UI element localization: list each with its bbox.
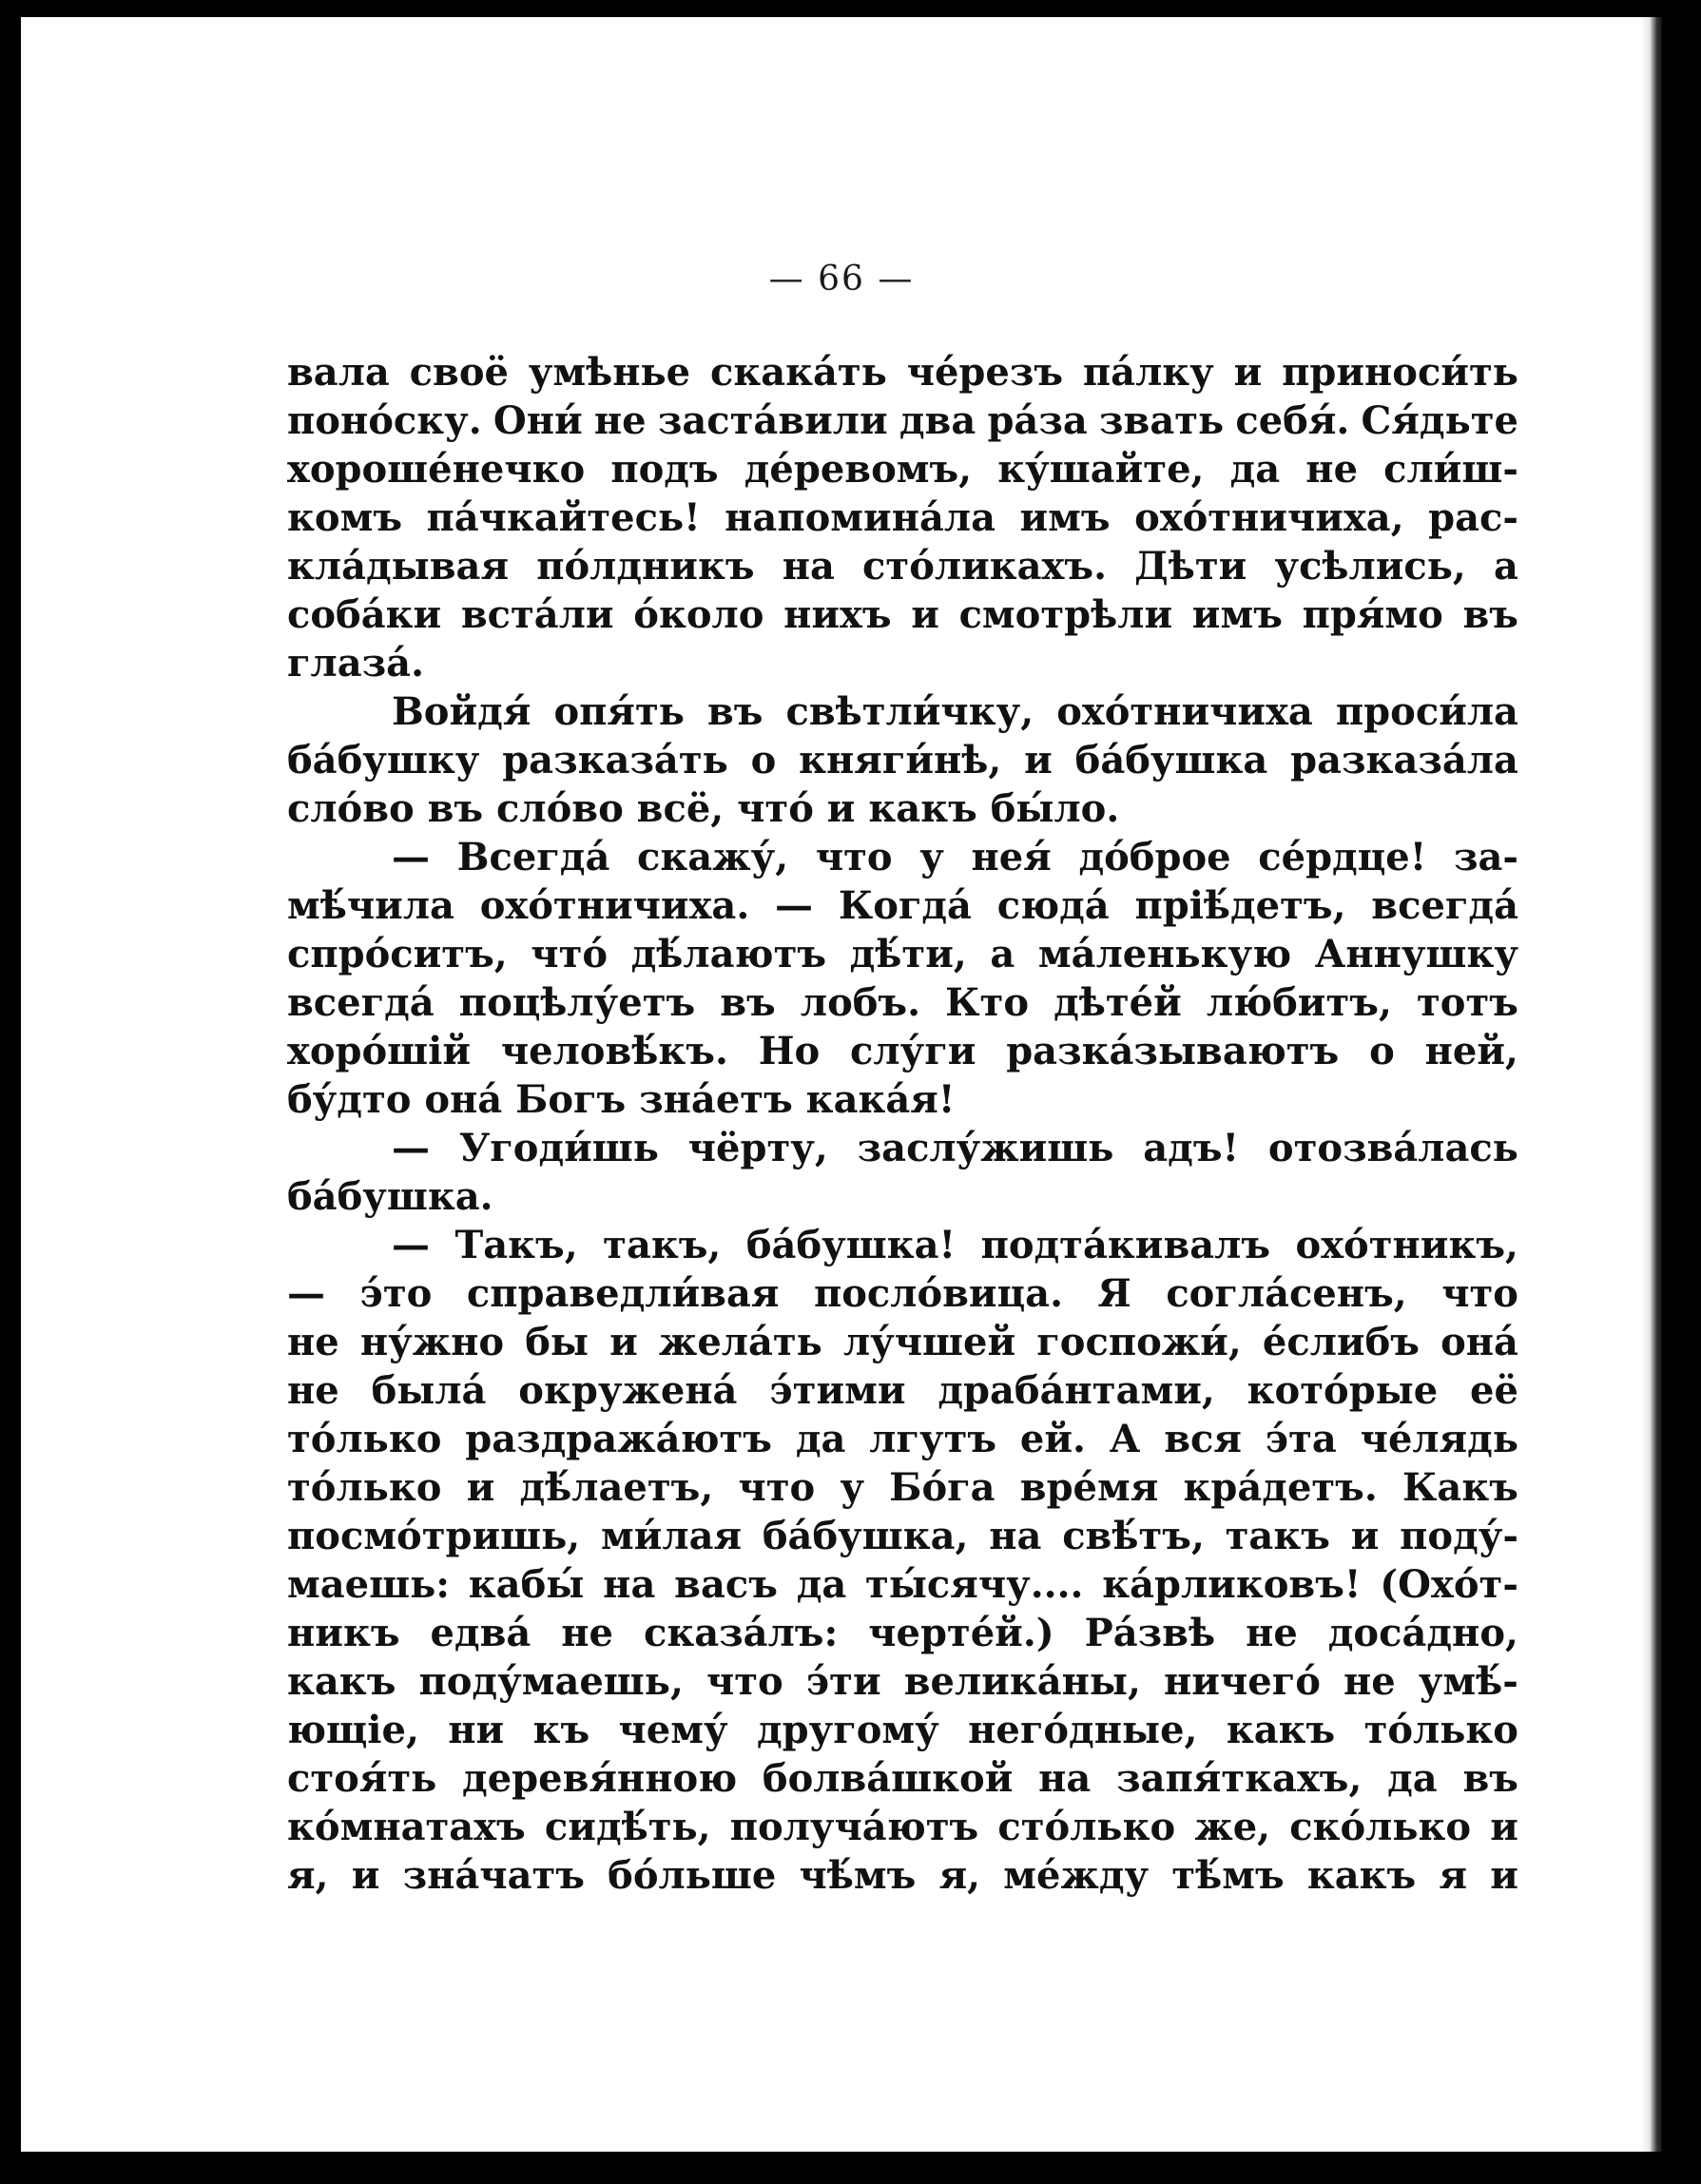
word: де́ревомъ,: [744, 447, 973, 492]
text-line: [287, 1657, 1518, 1706]
word: лгутъ: [869, 1417, 997, 1461]
word: чему́: [618, 1708, 728, 1752]
word: Я: [1097, 1271, 1131, 1316]
word: княги́нѣ,: [799, 738, 1002, 783]
word: ну́жно: [359, 1320, 505, 1364]
word: слу́ги: [850, 1029, 976, 1073]
word: разка́зываютъ: [1006, 1029, 1340, 1073]
word: на: [603, 1562, 656, 1607]
word: посло́вица.: [813, 1271, 1063, 1316]
text-line: сло́во въ сло́во всё, что́ и какъ бы́ло.: [287, 786, 1120, 831]
word: (Охо́т-: [1380, 1562, 1518, 1607]
word: сказа́лъ:: [643, 1611, 839, 1655]
word: разказа́ла: [1290, 738, 1518, 783]
word: такъ,: [603, 1223, 722, 1267]
word: какъ: [287, 1659, 396, 1704]
word: черте́й.): [868, 1611, 1054, 1655]
word: поно́ску.: [287, 398, 482, 443]
word: сидѣ́ть,: [544, 1805, 711, 1849]
word: и: [1350, 1514, 1380, 1558]
word: Кто: [945, 980, 1029, 1025]
word: посмо́тришь,: [287, 1514, 581, 1558]
word: имъ: [1019, 495, 1111, 540]
word: —: [775, 883, 814, 928]
word: какъ: [1306, 1853, 1417, 1898]
word: маешь:: [287, 1562, 451, 1607]
word: поду́маешь,: [418, 1659, 684, 1704]
word: ничего́: [1164, 1659, 1321, 1704]
word: я,: [938, 1853, 981, 1898]
word: и: [1233, 350, 1263, 395]
text-line: [287, 1463, 1518, 1512]
word: спро́ситъ,: [287, 932, 508, 976]
word: ра́за: [987, 398, 1088, 443]
word: отозва́лась: [1267, 1126, 1518, 1170]
text-line: [287, 736, 1518, 784]
word: лобъ.: [800, 980, 921, 1025]
text-line: [287, 1269, 1518, 1318]
text-line: [287, 396, 1518, 445]
text-line: [287, 687, 1518, 736]
word: нихъ: [783, 592, 892, 637]
word: Такъ,: [454, 1223, 578, 1267]
word: всегда́: [287, 980, 435, 1025]
word: деревя́нною: [462, 1756, 738, 1801]
word: и: [351, 1853, 380, 1898]
word: вала: [287, 350, 390, 395]
word: госпожи́,: [1036, 1320, 1242, 1364]
word: по́лдникъ: [536, 544, 755, 589]
word: скака́ть: [709, 350, 887, 395]
word: тѣ́мъ: [1171, 1853, 1285, 1898]
word: кабы́: [468, 1562, 585, 1607]
text-line: [287, 493, 1518, 542]
word: была́: [371, 1368, 487, 1413]
word: дѣте́й: [1053, 980, 1182, 1025]
word: въ: [1462, 1756, 1518, 1801]
word: —: [392, 1126, 430, 1170]
word: Дѣти: [1134, 544, 1247, 589]
word: заста́вили: [657, 398, 888, 443]
text-line: [287, 978, 1518, 1027]
word: къ: [532, 1708, 590, 1752]
word: получа́ютъ: [729, 1805, 979, 1849]
word: мѣ́чила: [287, 883, 454, 928]
word: э́тими: [769, 1368, 906, 1413]
word: не: [287, 1320, 339, 1364]
word: запя́ткахъ,: [1116, 1756, 1363, 1801]
word: всегда́: [1371, 883, 1518, 928]
word: жела́ть: [658, 1320, 822, 1364]
word: человѣ́къ.: [500, 1029, 728, 1073]
text-line: [287, 1512, 1518, 1560]
page-number: — 66 —: [768, 260, 915, 299]
word: Аннушку: [1314, 932, 1518, 976]
word: А: [1109, 1417, 1141, 1461]
text-line: глаза́.: [287, 641, 425, 686]
word: не: [593, 398, 647, 443]
body-text: [287, 348, 1518, 1900]
word: въ: [1462, 592, 1518, 637]
word: стоя́ть: [287, 1756, 437, 1801]
word: болва́шкой: [762, 1756, 1014, 1801]
word: да: [795, 1417, 846, 1461]
word: что: [815, 835, 893, 879]
text-line: [287, 1706, 1518, 1754]
word: ко́мнатахъ: [287, 1805, 526, 1849]
word: нея́: [971, 835, 1052, 879]
word: охо́тникъ,: [1295, 1223, 1518, 1267]
word: че́лядь: [1360, 1417, 1518, 1461]
word: зна́чатъ: [402, 1853, 585, 1898]
word: едва́: [430, 1611, 532, 1655]
word: драба́нтами,: [937, 1368, 1215, 1413]
text-line: ба́бушка.: [287, 1174, 493, 1219]
word: умѣнье: [528, 350, 691, 395]
word: другому́: [756, 1708, 939, 1752]
word: Войдя́: [392, 689, 532, 734]
word: же,: [1194, 1805, 1271, 1849]
word: ка́рликовъ!: [1102, 1562, 1362, 1607]
word: за-: [1453, 835, 1518, 879]
word: опя́ть: [553, 689, 685, 734]
word: она́: [1440, 1320, 1518, 1364]
word: ско́лько: [1289, 1805, 1472, 1849]
word: проси́ла: [1335, 689, 1518, 734]
text-line: [287, 445, 1518, 493]
word: дѣ́лаетъ,: [519, 1465, 714, 1510]
word: и: [1490, 1853, 1518, 1898]
word: охо́тничиха,: [1134, 495, 1404, 540]
word: такъ: [1225, 1514, 1330, 1558]
word: смотрѣли: [958, 592, 1173, 637]
word: васъ: [674, 1562, 778, 1607]
word: сто́лько: [997, 1805, 1176, 1849]
word: пря́мо: [1302, 592, 1443, 637]
word: никъ: [287, 1611, 400, 1655]
word: и: [911, 592, 939, 637]
word: ба́бушка!: [745, 1223, 957, 1267]
word: звать: [1099, 398, 1225, 443]
word: э́та: [1265, 1417, 1337, 1461]
word: па́лку: [1082, 350, 1214, 395]
word: сли́ш-: [1383, 447, 1518, 492]
word: не: [1305, 447, 1359, 492]
word: да: [1387, 1756, 1438, 1801]
word: подъ: [610, 447, 719, 492]
word: вся: [1164, 1417, 1242, 1461]
word: то́лько: [1363, 1708, 1518, 1752]
word: Но: [758, 1029, 821, 1073]
word: и: [1490, 1805, 1518, 1849]
word: заслу́жишь: [857, 1126, 1114, 1170]
word: я,: [287, 1853, 329, 1898]
word: ни: [448, 1708, 505, 1752]
word: подта́кивалъ: [980, 1223, 1271, 1267]
word: да: [1229, 447, 1281, 492]
text-line: [287, 1124, 1518, 1172]
word: вста́ли: [460, 592, 614, 637]
text-line: [287, 881, 1518, 930]
word: е́слибъ: [1262, 1320, 1420, 1364]
word: тотъ: [1416, 980, 1518, 1025]
word: а: [1494, 544, 1518, 589]
text-line: [287, 542, 1518, 590]
word: чѣ́мъ: [799, 1853, 917, 1898]
word: въ: [720, 980, 776, 1025]
word: охо́тничиха.: [479, 883, 750, 928]
word: разказа́ть: [502, 738, 728, 783]
word: поцѣлу́етъ: [458, 980, 696, 1025]
word: Ся́дьте: [1361, 398, 1518, 443]
word: Бо́га: [889, 1465, 995, 1510]
word: на: [782, 544, 835, 589]
word: окружена́: [518, 1368, 738, 1413]
word: о: [750, 738, 777, 783]
text-line: [287, 1754, 1518, 1803]
word: то́лько: [287, 1465, 442, 1510]
text-line: бу́дто она́ Богъ зна́етъ кака́я!: [287, 1077, 956, 1122]
word: вре́мя: [1019, 1465, 1159, 1510]
word: кото́рые: [1247, 1368, 1439, 1413]
word: раздража́ютъ: [465, 1417, 772, 1461]
word: се́рдце!: [1258, 835, 1427, 879]
word: что: [1441, 1271, 1518, 1316]
word: имъ: [1191, 592, 1283, 637]
word: два: [899, 398, 976, 443]
word: пріѣ́детъ,: [1134, 883, 1346, 928]
word: согла́сенъ,: [1166, 1271, 1407, 1316]
word: Когда́: [838, 883, 972, 928]
word: на: [1038, 1756, 1092, 1801]
word: Какъ: [1402, 1465, 1518, 1510]
word: э́ти: [805, 1659, 881, 1704]
text-line: [287, 1366, 1518, 1415]
word: на: [989, 1514, 1042, 1558]
word: ба́бушка: [1074, 738, 1268, 783]
text-line: [287, 348, 1518, 396]
word: своё: [409, 350, 509, 395]
word: не: [561, 1611, 614, 1655]
word: ба́бушка,: [762, 1514, 969, 1558]
word: Угоди́шь: [458, 1126, 659, 1170]
word: ма́ленькую: [1037, 932, 1292, 976]
word: бо́льше: [608, 1853, 777, 1898]
text-line: [287, 1415, 1518, 1463]
word: хоро́шій: [287, 1029, 472, 1073]
word: себя́.: [1235, 398, 1350, 443]
word: бы: [525, 1320, 589, 1364]
word: поду́-: [1400, 1514, 1518, 1558]
text-line: [287, 930, 1518, 978]
text-line: [287, 1027, 1518, 1075]
page-spine-shadow: [1641, 17, 1662, 2152]
text-line: [287, 1318, 1518, 1366]
text-line: [287, 590, 1518, 639]
word: въ: [706, 689, 764, 734]
word: хороше́нечко: [287, 447, 586, 492]
word: велика́ны,: [903, 1659, 1141, 1704]
word: сто́ликахъ.: [862, 544, 1107, 589]
word: до́брое: [1078, 835, 1231, 879]
word: о́коло: [633, 592, 764, 637]
word: ты́сячу....: [865, 1562, 1084, 1607]
word: ми́лая: [601, 1514, 743, 1558]
word: то́лько: [287, 1417, 442, 1461]
word: свѣ́тъ,: [1062, 1514, 1205, 1558]
word: не: [1246, 1611, 1298, 1655]
word: я: [1439, 1853, 1467, 1898]
word: ней,: [1424, 1029, 1518, 1073]
word: —: [287, 1271, 325, 1316]
word: Ра́звѣ: [1084, 1611, 1216, 1655]
word: у: [840, 1465, 865, 1510]
word: и: [609, 1320, 638, 1364]
word: скажу́,: [637, 835, 789, 879]
word: лу́чшей: [842, 1320, 1016, 1364]
word: ей.: [1019, 1417, 1086, 1461]
book-page: [21, 17, 1662, 2152]
word: сюда́: [996, 883, 1110, 928]
word: справедли́вая: [466, 1271, 780, 1316]
word: него́дные,: [968, 1708, 1198, 1752]
word: доса́дно,: [1327, 1611, 1518, 1655]
word: па́чкайтесь!: [426, 495, 701, 540]
word: ме́жду: [1003, 1853, 1150, 1898]
word: дѣ́ти,: [849, 932, 967, 976]
word: и: [1024, 738, 1053, 783]
word: адъ!: [1143, 1126, 1240, 1170]
word: —: [392, 835, 430, 879]
word: соба́ки: [287, 592, 442, 637]
word: рас-: [1428, 495, 1518, 540]
word: чёрту,: [687, 1126, 828, 1170]
word: ющіе,: [287, 1708, 419, 1752]
word: что́: [531, 932, 609, 976]
word: умѣ́-: [1418, 1659, 1518, 1704]
word: её: [1470, 1368, 1518, 1413]
word: какъ: [1226, 1708, 1336, 1752]
text-line: [287, 1851, 1518, 1900]
word: свѣтли́чку,: [785, 689, 1034, 734]
word: что: [738, 1465, 816, 1510]
word: че́резъ: [906, 350, 1064, 395]
word: ку́шайте,: [997, 447, 1205, 492]
word: кла́дывая: [287, 544, 510, 589]
word: не: [1343, 1659, 1396, 1704]
word: усѣлись,: [1274, 544, 1466, 589]
word: ба́бушку: [287, 738, 480, 783]
text-line: [287, 1803, 1518, 1851]
word: напомина́ла: [725, 495, 996, 540]
word: э́то: [359, 1271, 433, 1316]
text-line: [287, 1560, 1518, 1609]
word: охо́тничиха: [1056, 689, 1313, 734]
word: Они́: [493, 398, 583, 443]
word: кра́детъ.: [1183, 1465, 1378, 1510]
word: комъ: [287, 495, 402, 540]
word: —: [392, 1223, 430, 1267]
word: о: [1369, 1029, 1395, 1073]
word: не: [287, 1368, 339, 1413]
word: да: [796, 1562, 847, 1607]
word: Всегда́: [456, 835, 610, 879]
word: а: [990, 932, 1015, 976]
word: дѣ́лаютъ: [630, 932, 827, 976]
word: у: [919, 835, 944, 879]
word: и: [466, 1465, 495, 1510]
word: приноси́ть: [1282, 350, 1518, 395]
text-line: [287, 1609, 1518, 1657]
text-line: [287, 833, 1518, 881]
text-line: [287, 1221, 1518, 1269]
word: лю́битъ,: [1206, 980, 1392, 1025]
word: что: [706, 1659, 783, 1704]
